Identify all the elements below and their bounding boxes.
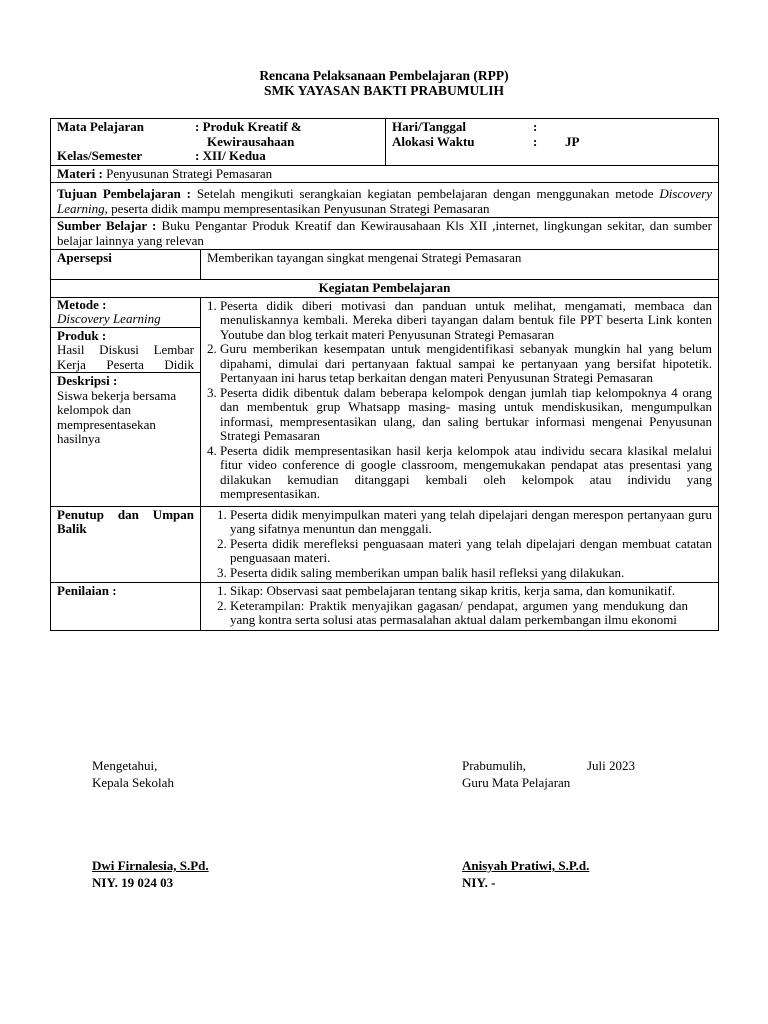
mapel-value-2: Kewirausahaan (207, 133, 295, 149)
tujuan-text-2: , peserta didik mampu mempresentasikan Penyusunan Strategi Pemasaran (104, 200, 490, 216)
sumber-text: Buku Pengantar Produk Kreatif dan Kewirausahaan Kls XII ,internet, lingkungan sekitar, dan sumber belajar lainnya yang relevan (57, 218, 712, 248)
tujuan-text-1: Setelah mengikuti serangkaian kegiatan pembelajaran dengan menggunakan metode (196, 186, 654, 201)
title-line-2: SMK YAYASAN BAKTI PRABUMULIH (264, 83, 504, 98)
penutup-item: 2. Peserta didik merefleksi penguasaan materi yang telah dipelajari dengan membuat catatan penguasaan materi. (230, 537, 712, 566)
tujuan-cell (51, 183, 719, 218)
title-line-1: Rencana Pelaksanaan Pembelajaran (RPP) (259, 68, 509, 83)
penutup-row (51, 506, 719, 583)
rpp-table (50, 118, 719, 631)
kegiatan-heading-row (51, 280, 719, 298)
sig-right-id: NIY. - (462, 875, 496, 890)
penilaian-item: 1. Sikap: Observasi saat pembelajaran tentang sikap kritis, kerja sama, dan komunikatif. (230, 584, 688, 599)
penutup-item: 1. Peserta didik menyimpulkan materi yang telah dipelajari dengan merespon pertanyaan guru yang sifatnya menuntun dan menggali. (230, 508, 712, 537)
penutup-item: 3. Peserta didik saling memberikan umpan balik hasil refleksi yang dilakukan. (230, 566, 712, 581)
penilaian-cell (201, 583, 719, 631)
kegiatan-step: 4. Peserta didik mempresentasikan hasil kerja kelompok atau individu secara klasikal melalui fitur video conference di google classroom, mengemukakan pendapat atas presentasi yang dilakukan kemudian ditanggapi kembali oleh kelompok atau individu yang mempresentasikan. (220, 444, 712, 502)
kegiatan-heading: Kegiatan Pembelajaran (51, 280, 719, 298)
apersepsi-text: Memberikan tayangan singkat mengenai Strategi Pemasaran (201, 250, 719, 280)
penutup-list (213, 508, 712, 581)
sig-right-name: Anisyah Pratiwi, S.P.d. (462, 858, 590, 873)
kelas-label: Kelas/Semester (57, 148, 143, 163)
metode-value: Discovery Learning (57, 311, 161, 326)
tujuan-label: Tujuan Pembelajaran : (57, 186, 191, 201)
kegiatan-steps-list (203, 299, 712, 502)
sig-left-id: NIY. 19 024 03 (92, 875, 174, 890)
penilaian-label: Penilaian : (51, 583, 201, 631)
kegiatan-left-cell (51, 297, 201, 506)
kelas-value: : XII/ Kedua (195, 148, 266, 163)
sumber-row (51, 218, 719, 250)
sig-left-line-2: Kepala Sekolah (92, 775, 174, 790)
kegiatan-step: 3. Peserta didik dibentuk dalam beberapa kelompok dengan jumlah tiap kelompoknya 4 orang dan membentuk grup Whatsapp masing- masing untuk mendiskusikan, mengumpulkan informasi, mempresentasikan ulang, dan saling bertukar informasi mengenai Penyusunan Strategi Pemasaran (220, 386, 712, 444)
mapel-value: : Produk Kreatif & (195, 119, 302, 134)
deskripsi-block (51, 373, 200, 447)
materi-cell (51, 165, 719, 183)
kegiatan-step: 2. Guru memberikan kesempatan untuk mengidentifikasi sebanyak mungkin hal yang belum dipahami, dimulai dari pertanyaan faktual sampai ke pertanyaan yang bersifat hipotetik. Pertanyaan ini harus tetap berkaitan dengan materi Penyusunan Strategi Pemasaran (220, 342, 712, 386)
produk-label: Produk : (57, 327, 107, 343)
identity-row (51, 119, 719, 166)
tujuan-row (51, 183, 719, 218)
materi-label: Materi : (57, 165, 103, 181)
identity-right-cell (386, 119, 719, 166)
alokasi-unit: JP (565, 133, 580, 149)
materi-value: Penyusunan Strategi Pemasaran (106, 165, 273, 181)
kegiatan-step: 1. Peserta didik diberi motivasi dan panduan untuk melihat, mengamati, membaca dan menuliskannya kembali. Mereka diberi tayangan dalam bentuk file PPT beserta Link konten Youtube dan blog terkait materi Penyusunan Strategi Pemasaran (220, 299, 712, 343)
penutup-label: Penutup dan Umpan Balik (57, 506, 194, 536)
apersepsi-row (51, 250, 719, 280)
sig-left-line-1: Mengetahui, (92, 758, 158, 773)
sig-right-line-2: Guru Mata Pelajaran (462, 775, 571, 790)
kegiatan-steps-cell (201, 297, 719, 506)
identity-left-cell (51, 119, 386, 166)
deskripsi-label: Deskripsi : (57, 373, 118, 388)
penutup-label-cell (51, 506, 201, 583)
deskripsi-value: Siswa bekerja bersama kelompok dan mempresentasekan hasilnya (57, 387, 177, 446)
kegiatan-row (51, 297, 719, 506)
alokasi-value: : (533, 133, 538, 149)
sumber-cell (51, 218, 719, 250)
signature-right (462, 757, 635, 891)
signature-left (92, 757, 209, 891)
penilaian-item: 2. Keterampilan: Praktik menyajikan gagasan/ pendapat, argumen yang mendukung dan yang kontra serta solusi atas permasalahan aktual dalam perkembangan ilmu ekonomi (230, 599, 688, 628)
alokasi-label: Alokasi Waktu (392, 133, 475, 149)
document-title (0, 68, 768, 98)
materi-row (51, 165, 719, 183)
metode-block (51, 298, 200, 328)
metode-label: Metode : (57, 296, 107, 312)
sig-right-date: Juli 2023 (587, 758, 636, 773)
hari-label: Hari/Tanggal (392, 119, 466, 134)
produk-block (51, 328, 200, 374)
sig-right-line-1 (462, 757, 635, 774)
penilaian-list (213, 584, 688, 628)
hari-value: : (533, 119, 538, 134)
sig-right-place: Prabumulih, (462, 758, 526, 773)
mapel-label: Mata Pelajaran (57, 119, 145, 134)
sumber-label: Sumber Belajar : (57, 218, 157, 233)
produk-value: Hasil Diskusi Lembar Kerja Peserta Didik (57, 342, 194, 372)
penilaian-row (51, 583, 719, 631)
sig-left-name: Dwi Firnalesia, S.Pd. (92, 858, 209, 873)
penutup-cell (201, 506, 719, 583)
tujuan-method: Discovery Learning (57, 186, 713, 216)
apersepsi-label: Apersepsi (51, 250, 201, 280)
